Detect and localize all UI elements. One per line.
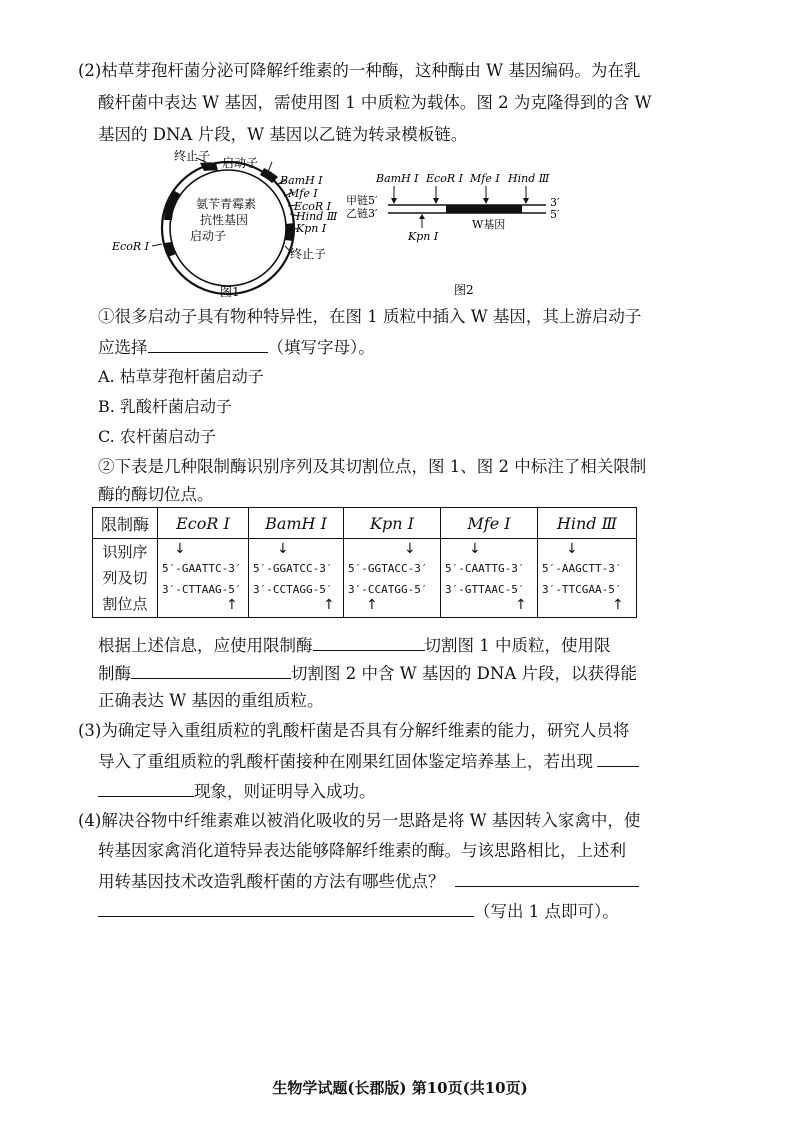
figure-2-dna-fragment [346,168,576,298]
cut-arrow-up-icon: ↑ [612,597,624,613]
fig2-mfei: Mfe I [470,172,500,185]
p3-answer-blank-1[interactable] [597,750,639,767]
fig2-strand-b: 乙链3′ [346,207,378,220]
enzyme-fragment-blank[interactable] [131,662,291,679]
enzyme-name: BamH I [249,508,344,539]
seq-top: 5′-GGATCC-3′ [253,562,333,575]
cut-arrow-up-icon: ↑ [226,597,238,613]
q1-answer-blank[interactable] [148,336,268,353]
after-line-1 [98,634,611,657]
fig1-ecori-left: EcoR I [112,240,149,253]
fig1-hindiii: Hind Ⅲ [296,210,338,223]
p3-suffix: 现象，则证明导入成功。 [194,782,376,801]
cut-arrow-down-icon: ↓ [404,541,416,557]
p2-line-1: (2)枯草芽孢杆菌分泌可降解纤维素的一种酶，这种酶由 W 基因编码。为在乳 [78,61,641,80]
p4-line-3 [98,870,639,893]
fig1-promoter-top: 启动子 [222,156,259,170]
q2-line-2: 酶的酶切位点。 [98,485,214,504]
p4-line-4 [98,900,619,923]
row-label-1: 识别序 [102,543,148,561]
enzyme-plasmid-blank[interactable] [313,634,425,651]
cut-arrow-up-icon: ↑ [366,597,378,613]
bamhi-sequence-cell [249,539,344,618]
fig1-kpni: Kpn I [296,222,327,235]
cut-arrow-down-icon: ↓ [174,541,186,557]
p3-text: 导入了重组质粒的乳酸杆菌接种在刚果红固体鉴定培养基上，若出现 [98,752,593,771]
fig1-promoter-inner: 启动子 [190,229,227,243]
after-suffix-2: 切割图 2 中含 W 基因的 DNA 片段，以获得能 [291,664,638,683]
cut-arrow-down-icon: ↓ [566,541,578,557]
p4-line-1: (4)解决谷物中纤维素难以被消化吸收的另一思路是将 W 基因转入家禽中，使 [78,811,641,830]
fig2-strand-a: 甲链5′ [346,194,378,207]
figure-1-plasmid [110,150,340,298]
enzyme-name: Hind Ⅲ [538,508,637,539]
fig1-bamhi: BamH I [280,174,323,187]
table-row-label [93,539,158,618]
q1-suffix: （填写字母）。 [267,338,375,357]
fig2-caption: 图2 [454,283,474,297]
restriction-enzyme-table [92,507,637,618]
mfei-sequence-cell [441,539,538,618]
p2-line-2: 酸杆菌中表达 W 基因，需使用图 1 中质粒为载体。图 2 为克隆得到的含 W [98,93,652,112]
fig2-gene-label: W基因 [472,218,506,231]
fig2-end-b: 5′ [550,208,560,221]
fig2-end-a: 3′ [550,196,560,209]
row-label-2: 列及切 [102,569,148,587]
option-a: A. 枯草芽孢杆菌启动子 [98,367,264,386]
p2-line-3: 基因的 DNA 片段，W 基因以乙链为转录模板链。 [98,125,468,144]
fig2-kpni: Kpn I [408,230,439,243]
seq-bottom: 3′-CCTAGG-5′ [253,583,333,596]
p4-answer-blank-1[interactable] [455,870,639,887]
p4-line-2: 转基因家禽消化道特异表达能够降解纤维素的酶。与该思路相比，上述利 [98,841,626,860]
seq-bottom: 3′-TTCGAA-5′ [542,583,622,596]
p4-suffix: （写出 1 点即可）。 [474,902,619,921]
enzyme-name: Kpn I [344,508,441,539]
seq-bottom: 3′-CTTAAG-5′ [162,583,242,596]
cut-arrow-up-icon: ↑ [515,597,527,613]
p4-text: 用转基因技术改造乳酸杆菌的方法有哪些优点？ [98,872,445,891]
after-prefix-1: 根据上述信息，应使用限制酶 [98,636,313,655]
p4-answer-blank-2[interactable] [98,900,474,917]
q2-line-1: ②下表是几种限制酶识别序列及其切割位点，图 1、图 2 中标注了相关限制 [98,457,647,476]
enzyme-name: Mfe I [441,508,538,539]
seq-bottom: 3′-GTTAAC-5′ [445,583,525,596]
p3-answer-blank-2[interactable] [98,780,194,797]
p3-line-1: (3)为确定导入重组质粒的乳酸杆菌是否具有分解纤维素的能力，研究人员将 [78,721,630,740]
q1-prefix: 应选择 [98,338,148,357]
fig1-terminator-top: 终止子 [174,150,211,163]
fig1-ampr-line2: 抗性基因 [200,213,249,227]
ecori-sequence-cell [158,539,249,618]
seq-top: 5′-CAATTG-3′ [445,562,525,575]
fig1-ampr-line1: 氨苄青霉素 [196,197,257,211]
q1-line-1: ①很多启动子具有物种特异性，在图 1 质粒中插入 W 基因，其上游启动子 [98,307,642,326]
seq-top: 5′-GAATTC-3′ [162,562,242,575]
option-b: B. 乳酸杆菌启动子 [98,397,232,416]
q1-line-2 [98,336,375,359]
fig2-bamhi: BamH I [376,172,419,185]
fig1-terminator-right: 终止子 [290,247,327,261]
cut-arrow-down-icon: ↓ [277,541,289,557]
after-suffix-1: 切割图 1 中质粒，使用限 [424,636,611,655]
fig1-mfei: Mfe I [288,187,318,200]
seq-top: 5′-GGTACC-3′ [348,562,428,575]
fig1-ecori-right: EcoR I [294,200,331,213]
after-line-2 [98,662,637,685]
table-header-row [93,508,637,539]
table-sequence-row [93,539,637,618]
after-prefix-2: 制酶 [98,664,131,683]
row-label-3: 割位点 [102,595,148,613]
fig2-hindiii: Hind Ⅲ [508,172,550,185]
table-head-label: 限制酶 [93,508,158,539]
hindiii-sequence-cell [538,539,637,618]
option-c: C. 农杆菌启动子 [98,427,216,446]
enzyme-name: EcoR I [158,508,249,539]
cut-arrow-down-icon: ↓ [469,541,481,557]
kpni-sequence-cell [344,539,441,618]
seq-top: 5′-AAGCTT-3′ [542,562,622,575]
cut-arrow-up-icon: ↑ [323,597,335,613]
after-line-3: 正确表达 W 基因的重组质粒。 [98,691,324,710]
p3-line-3 [98,780,376,803]
seq-bottom: 3′-CCATGG-5′ [348,583,428,596]
page-footer: 生物学试题(长郡版) 第10页(共10页) [272,1079,528,1097]
fig2-ecori: EcoR I [426,172,463,185]
p3-line-2 [98,750,639,773]
fig1-caption: 图1 [220,285,240,298]
